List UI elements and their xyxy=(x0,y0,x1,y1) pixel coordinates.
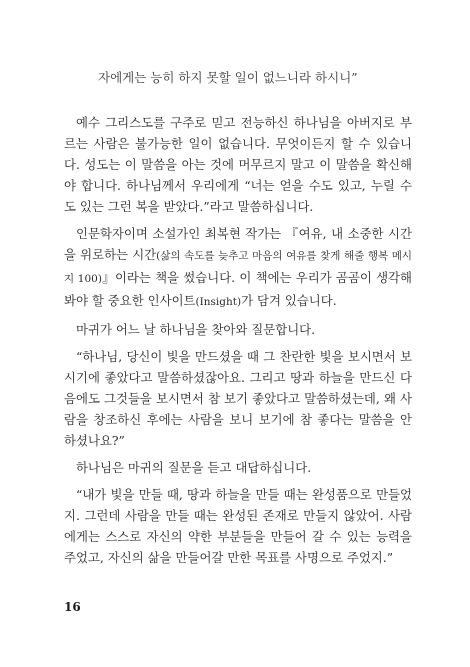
paragraph-small-text: (Insight) xyxy=(195,296,242,308)
page-number: 16 xyxy=(64,600,81,614)
paragraph xyxy=(64,223,412,313)
body-text xyxy=(64,112,412,574)
paragraph: “하나님, 당신이 빛을 만드셨을 때 그 찬란한 빛을 보시면서 보시기에 좋았다고 말씀하셨잖아요. 그리고 땅과 하늘을 만드신 다음에도 그것들을 보시면서 참 보기 좋았다고 말씀하셨는데, 왜 사람을 창조하신 후에는 사람을 보니 보기에 참 좋다는 말씀을 안 하셨나요?” xyxy=(64,349,412,448)
paragraph: 마귀가 어느 날 하나님을 찾아와 질문합니다. xyxy=(76,322,316,337)
paragraph: 예수 그리스도를 구주로 믿고 전능하신 하나님을 아버지로 부르는 사람은 불가능한 일이 없습니다. 무엇이든지 할 수 있습니다. 성도는 이 말씀을 아는 것에 머무르지 말고 이 말씀을 확신해야 합니다. 하나님께서 우리에게 “너는 얻을 수도 있고, 누릴 수도 있는 그런 복을 받았다.”라고 말씀하십니다. xyxy=(64,115,412,214)
paragraph: 하나님은 마귀의 질문을 듣고 대답하십니다. xyxy=(76,460,312,475)
paragraph-text: 』이라는 책을 썼습니다. 이 책에는 우리가 곰곰이 생각해 봐야 할 중요한 인사이트 xyxy=(64,270,412,308)
quote-line: 자에게는 능히 하지 못할 일이 없느니라 하시니” xyxy=(98,70,358,85)
paragraph-text: 가 담겨 있습니다. xyxy=(241,293,337,308)
paragraph-small-text: (삶의 속도를 늦추고 마음의 여유를 찾게 해줄 행복 메시지 100) xyxy=(64,250,412,285)
paragraph: “내가 빛을 만들 때, 땅과 하늘을 만들 때는 완성품으로 만들었지. 그런데 사람을 만들 때는 완성된 존재로 만들지 않았어. 사람에게는 스스로 자신의 약한 부분들을 만들어 갈 수 있는 능력을 주었고, 자신의 삶을 만들어갈 만한 목표를 사명으로 주었지.” xyxy=(64,487,412,565)
paragraph-text: 인문학자이며 소설가인 최복현 작가는 『여유, 내 소중한 시간을 위로하는 시간 xyxy=(64,226,412,262)
